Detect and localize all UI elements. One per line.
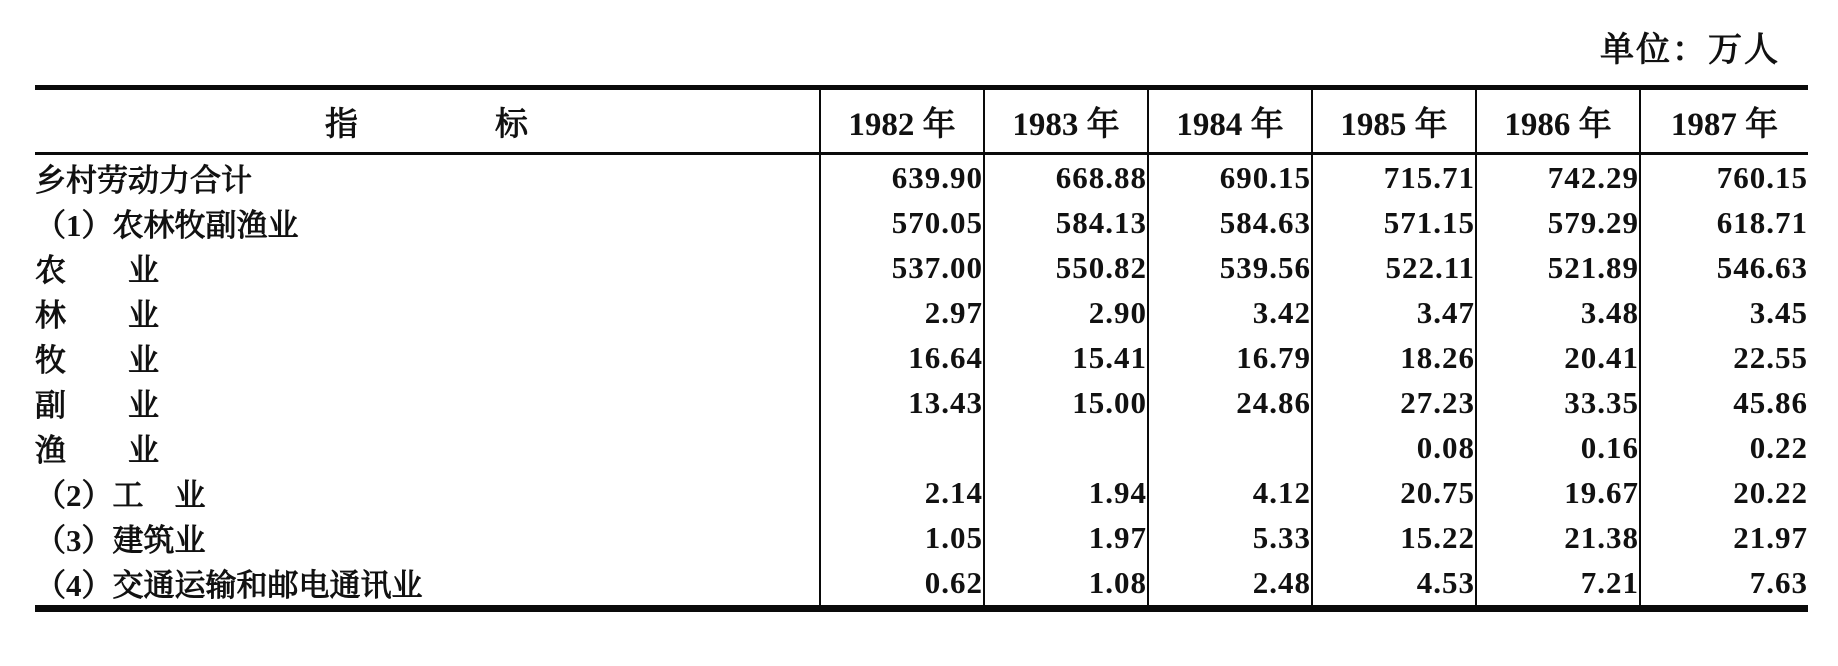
table-row xyxy=(35,290,1808,335)
value-cell: 15.41 xyxy=(984,335,1148,380)
value-cell: 742.29 xyxy=(1476,154,1640,201)
value-cell: 3.48 xyxy=(1476,290,1640,335)
row-label: 农 业 xyxy=(35,253,159,288)
value-cell: 0.62 xyxy=(820,560,984,609)
value-cell: 760.15 xyxy=(1640,154,1808,201)
value-cell: 20.22 xyxy=(1640,470,1808,515)
table-body xyxy=(35,154,1808,609)
table-row xyxy=(35,380,1808,425)
value-cell: 4.12 xyxy=(1148,470,1312,515)
value-cell: 1.94 xyxy=(984,470,1148,515)
row-label: 渔 业 xyxy=(35,433,159,468)
value-cell: 16.79 xyxy=(1148,335,1312,380)
value-cell: 584.13 xyxy=(984,200,1148,245)
value-cell: 1.05 xyxy=(820,515,984,560)
value-cell: 2.14 xyxy=(820,470,984,515)
value-cell xyxy=(984,425,1148,470)
value-cell: 24.86 xyxy=(1148,380,1312,425)
value-cell: 27.23 xyxy=(1312,380,1476,425)
table-row xyxy=(35,560,1808,609)
row-label: （4）交通运输和邮电通讯业 xyxy=(35,568,423,603)
value-cell: 668.88 xyxy=(984,154,1148,201)
value-cell: 18.26 xyxy=(1312,335,1476,380)
value-cell: 7.21 xyxy=(1476,560,1640,609)
value-cell: 0.22 xyxy=(1640,425,1808,470)
value-cell: 1.08 xyxy=(984,560,1148,609)
value-cell: 33.35 xyxy=(1476,380,1640,425)
row-label: （2）工 业 xyxy=(35,478,206,513)
value-cell: 20.41 xyxy=(1476,335,1640,380)
value-cell: 579.29 xyxy=(1476,200,1640,245)
table-header xyxy=(35,88,1808,154)
value-cell: 2.90 xyxy=(984,290,1148,335)
value-cell: 570.05 xyxy=(820,200,984,245)
value-cell: 539.56 xyxy=(1148,245,1312,290)
value-cell: 5.33 xyxy=(1148,515,1312,560)
table-row xyxy=(35,154,1808,201)
value-cell: 20.75 xyxy=(1312,470,1476,515)
year-header-cell: 1982 年 xyxy=(820,88,984,154)
value-cell: 16.64 xyxy=(820,335,984,380)
header-row xyxy=(35,88,1808,154)
value-cell: 4.53 xyxy=(1312,560,1476,609)
value-cell: 21.38 xyxy=(1476,515,1640,560)
year-header-cell: 1985 年 xyxy=(1312,88,1476,154)
value-cell: 546.63 xyxy=(1640,245,1808,290)
table-row xyxy=(35,245,1808,290)
table-row xyxy=(35,200,1808,245)
table-row xyxy=(35,335,1808,380)
value-cell: 45.86 xyxy=(1640,380,1808,425)
value-cell: 7.63 xyxy=(1640,560,1808,609)
value-cell: 3.47 xyxy=(1312,290,1476,335)
value-cell: 571.15 xyxy=(1312,200,1476,245)
value-cell: 2.97 xyxy=(820,290,984,335)
value-cell: 3.45 xyxy=(1640,290,1808,335)
table-row xyxy=(35,470,1808,515)
table-row xyxy=(35,515,1808,560)
value-cell: 618.71 xyxy=(1640,200,1808,245)
unit-label: 单位：万人 xyxy=(1600,32,1780,69)
row-label: 乡村劳动力合计 xyxy=(35,163,252,198)
year-header-cell: 1986 年 xyxy=(1476,88,1640,154)
row-label: （3）建筑业 xyxy=(35,523,206,558)
value-cell: 0.08 xyxy=(1312,425,1476,470)
value-cell: 715.71 xyxy=(1312,154,1476,201)
value-cell: 2.48 xyxy=(1148,560,1312,609)
value-cell: 13.43 xyxy=(820,380,984,425)
value-cell: 1.97 xyxy=(984,515,1148,560)
value-cell: 639.90 xyxy=(820,154,984,201)
value-cell: 15.00 xyxy=(984,380,1148,425)
value-cell: 550.82 xyxy=(984,245,1148,290)
value-cell xyxy=(1148,425,1312,470)
value-cell: 537.00 xyxy=(820,245,984,290)
value-cell: 21.97 xyxy=(1640,515,1808,560)
row-label: 林 业 xyxy=(35,298,159,333)
value-cell: 690.15 xyxy=(1148,154,1312,201)
year-header-cell: 1984 年 xyxy=(1148,88,1312,154)
value-cell: 521.89 xyxy=(1476,245,1640,290)
rural-labor-table xyxy=(35,85,1808,612)
indicator-header-cell: 指 标 xyxy=(35,88,820,154)
year-header-cell: 1983 年 xyxy=(984,88,1148,154)
row-label: 副 业 xyxy=(35,388,159,423)
row-label: （1）农林牧副渔业 xyxy=(35,208,299,243)
value-cell: 584.63 xyxy=(1148,200,1312,245)
value-cell xyxy=(820,425,984,470)
value-cell: 22.55 xyxy=(1640,335,1808,380)
value-cell: 3.42 xyxy=(1148,290,1312,335)
value-cell: 15.22 xyxy=(1312,515,1476,560)
year-header-cell: 1987 年 xyxy=(1640,88,1808,154)
row-label: 牧 业 xyxy=(35,343,159,378)
table-row xyxy=(35,425,1808,470)
value-cell: 522.11 xyxy=(1312,245,1476,290)
value-cell: 19.67 xyxy=(1476,470,1640,515)
value-cell: 0.16 xyxy=(1476,425,1640,470)
